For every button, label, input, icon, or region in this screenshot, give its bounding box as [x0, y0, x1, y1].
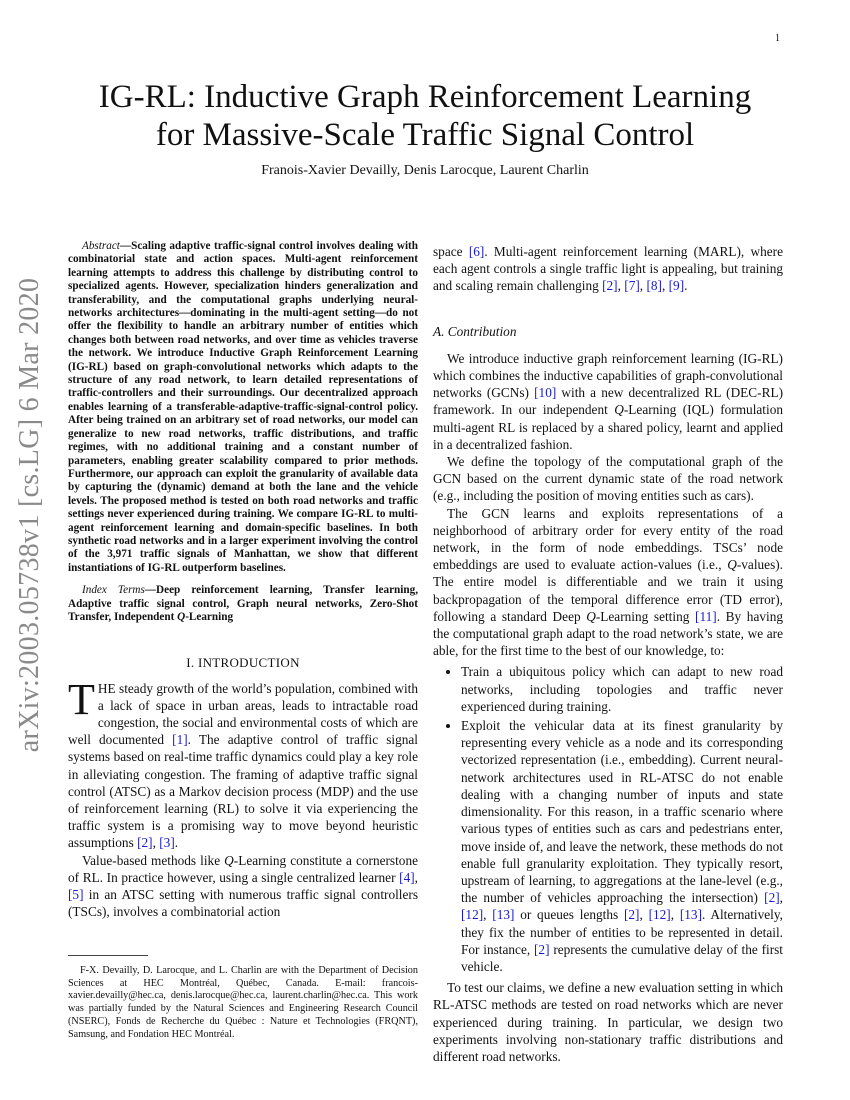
- intro-p2-text: Value-based methods like: [82, 852, 225, 868]
- contrib-p3-text-3: -Learning setting: [595, 608, 696, 624]
- index-terms-q: Q: [177, 610, 186, 623]
- bullet2-text: Exploit the vehicular data at its finest granularity by representing every vehicle as a node and its corresponding vectorized representation (i.e., embedding). Current neural-network architectures used in RL-ATSC do not enable dealing with a changing number of inputs and state dimensionality. For this reason, in a traffic scenario where various types of entities such as cars and pedestrians enter, move inside of, and leave the network, these methods do not enable full granularity exploitation. They typically resort, upstream of learning, to aggregations at the lane-level (e.g., the number of vehicles approaching the intersection): [461, 718, 784, 906]
- footnote-text: F-X. Devailly, D. Larocque, and L. Charlin are with the Department of Decision Sciences at HEC Montréal, Québec, Canada. E-mail: francois-xavier.devailly@hec.ca, denis.larocque@hec.ca, laurent.charlin@hec.ca. This work was partially funded by the Natural Sciences and Engineering Research Council (NSERC), Fonds de Recherche du Québec : Nature et Technologies (FRQNT), Samsung, and Fondation HEC Montréal.: [68, 965, 418, 1040]
- contrib-p1-text-3: -Learning (IQL) formulation multi-agent RL is replaced by a shared policy, learnt and applied in a decentralized fashion.: [433, 402, 783, 452]
- citation-link[interactable]: [10]: [534, 385, 557, 401]
- citation-link[interactable]: [8]: [646, 278, 662, 294]
- citation-link[interactable]: [5]: [68, 887, 84, 903]
- right-p0-text: space: [433, 244, 469, 259]
- right-column: [433, 243, 783, 1065]
- citation-link[interactable]: [13]: [679, 907, 702, 923]
- index-terms-text-end: -Learning: [185, 610, 234, 623]
- index-terms: [68, 584, 418, 624]
- intro-p2-text-3: in an ATSC setting with numerous traffic signal controllers (TSCs), involves a combinatorial action: [68, 887, 418, 920]
- bullet2-text-2: or queues lengths: [514, 907, 624, 923]
- subsection-heading-contribution: A. Contribution: [433, 323, 517, 339]
- intro-p1-text-2: . The adaptive control of traffic signal systems based on real-time traffic dynamics could play a key role in alleviating congestion. The framing of adaptive traffic signal control (ATSC) as a Markov decision process (MDP) and the use of reinforcement learning (RL) to solve it via experiencing the traffic system is a promising way to move beyond heuristic assumptions: [68, 732, 419, 851]
- bullet2-text-4: represents the cumulative delay of the first vehicle.: [461, 941, 783, 974]
- list-item: • Exploit the vehicular data at its finest granularity by representing every vehicle as a node and its corresponding vectorized representation (i.e., embedding). Current neural-network architectures used in RL-ATSC do not enable dealing with a changing number of inputs and state dimensionality. For this reason, in a traffic scenario where various types of entities such as cars and pedestrians enter, move inside of, and leave the network, these methods do not enable full granularity exploitation. They typically resort, upstream of learning, to aggregations at the lane-level (e.g., the number of vehicles approaching the intersection) [2], [12], [13] or queues lengths [2], [12], [13]. Alternatively, they fix the number of entities to be represented in detail. For instance, [2] represents the cumulative delay of the first vehicle.: [461, 717, 783, 975]
- contrib-paragraph-1: [433, 350, 783, 453]
- citation-link[interactable]: [12]: [461, 907, 484, 923]
- arxiv-stamp: [5, 277, 55, 753]
- citation-link[interactable]: [2]: [602, 278, 618, 294]
- citation-link[interactable]: [12]: [648, 907, 671, 923]
- citation-link[interactable]: [2]: [623, 907, 640, 923]
- citation-link[interactable]: [3]: [159, 835, 175, 851]
- index-terms-label: Index Terms: [82, 584, 145, 597]
- citation-link[interactable]: [11]: [695, 608, 717, 624]
- citation-link[interactable]: [9]: [668, 278, 685, 294]
- citation-link[interactable]: [2]: [534, 941, 550, 957]
- citation-link[interactable]: [4]: [399, 869, 415, 885]
- intro-p1-text: HE steady growth of the world’s population, combined with a lack of space in urban areas, leads to intractable road congestion, the social and environmental costs of which are well documented: [68, 680, 418, 748]
- abstract: [68, 240, 418, 575]
- contrib-p1-text-2: with a new decentralized RL (DEC-RL) framework. In our independent: [433, 385, 784, 418]
- contrib-p3-q2: Q: [586, 608, 596, 624]
- citation-link[interactable]: [2]: [764, 890, 780, 906]
- contrib-p1-text: We introduce inductive graph reinforcement learning (IG-RL) which combines the inductive capabilities of graph-convolutional networks (GCNs): [433, 350, 783, 401]
- intro-p2-text-2: -Learning constitute a cornerstone of RL. In practice however, using a single centralized learner: [68, 852, 418, 885]
- right-p0-text-2: . Multi-agent reinforcement learning (MARL), where each agent controls a single traffic light is appealing, but training and scaling remain challenging: [433, 244, 784, 294]
- page-number: 1: [775, 33, 780, 44]
- paper-title: [60, 78, 790, 154]
- closing-paragraph: To test our claims, we define a new evaluation setting in which RL-ATSC methods are tested on road networks which are never experienced during training. In particular, we design two experiments involving non-stationary traffic distributions and different road networks.: [433, 980, 783, 1064]
- bullet2-text-3: . Alternatively, they fix the number of entities to be represented in detail. For instance,: [461, 907, 783, 957]
- contrib-p1-q: Q: [614, 402, 624, 418]
- contrib-p3-q1: Q: [727, 557, 737, 573]
- list-item: • Train a ubiquitous policy which can adapt to new road networks, including topologies and traffic never experienced during training.: [461, 663, 783, 715]
- arxiv-stamp-text: arXiv:2003.05738v1 [cs.LG] 6 Mar 2020: [14, 277, 45, 753]
- drop-cap: T: [68, 674, 95, 724]
- abstract-text: —Scaling adaptive traffic-signal control involves dealing with combinatorial state and action spaces. Multi-agent reinforcement learning attempts to address this challenge by distributing control to specialized agents. However, specialization hinders generalization and transferability, and the computational graphs underlying neural-networks architectures—dominating in the multi-agent setting—do not offer the flexibility to handle an arbitrary number of entities which changes both between road networks, and over time as vehicles traverse the network. We introduce Inductive Graph Reinforcement Learning (IG-RL) based on graph-convolutional networks which adapts to the structure of any road network, to learn detailed representations of traffic-controllers and their surroundings. Our decentralized approach enables learning of a transferable-adaptive-traffic-signal-control policy. After being trained on an arbitrary set of road networks, our model can generalize to new road networks, traffic distributions, and traffic regimes, with no additional training and a constant number of parameters, enabling greater scalability compared to prior methods. Furthermore, our approach can exploit the granularity of available data by capturing the (dynamic) demand at both the lane and the vehicle levels. The proposed method is tested on both road networks and traffic settings never experienced during training. We compare IG-RL to multi-agent reinforcement learning and domain-specific baselines. In both synthetic road networks and in a larger experiment involving the control of the 3,971 traffic signals of Manhattan, we show that different instantiations of IG-RL outperform baselines.: [68, 240, 418, 574]
- contrib-paragraph-2: We define the topology of the computational graph of the GCN based on the current dynamic state of the road network (e.g., including the position of moving entities such as cars).: [433, 454, 783, 504]
- title-line-2: for Massive-Scale Traffic Signal Control: [155, 117, 695, 153]
- footnote: [68, 965, 418, 1041]
- citation-link[interactable]: [2]: [137, 835, 153, 851]
- footnote-rule: [68, 955, 148, 956]
- contrib-p3-text: The GCN learns and exploits representations of a neighborhood of arbitrary order for every entity of the road network, in the form of node embeddings. TSCs’ node embeddings are used to evaluate action-values (i.e.,: [433, 505, 783, 573]
- author-list: Franois-Xavier Devailly, Denis Larocque, Laurent Charlin: [261, 163, 589, 178]
- title-line-1: IG-RL: Inductive Graph Reinforcement Learning: [98, 79, 752, 115]
- intro-p2-q: Q: [224, 852, 234, 868]
- intro-paragraph-1: THE steady growth of the world’s population, combined with a lack of space in urban areas, leads to intractable road congestion, the social and environmental costs of which are well documented [1]. The adaptive control of traffic signal systems based on real-time traffic dynamics could play a key role in alleviating congestion. The framing of adaptive traffic signal control (ATSC) as a Markov decision process (MDP) and the use of reinforcement learning (RL) to solve it via experiencing the traffic system is a promising way to move beyond heuristic assumptions [2], [3].: [68, 674, 419, 851]
- contribution-list: [433, 663, 783, 975]
- section-heading-introduction: I. INTRODUCTION: [186, 655, 300, 671]
- citation-link[interactable]: [13]: [492, 907, 515, 923]
- citation-link[interactable]: [1]: [172, 732, 188, 748]
- citation-link[interactable]: [7]: [624, 278, 640, 294]
- citation-link[interactable]: [6]: [468, 244, 485, 259]
- right-paragraph-0: space [6]. Multi-agent reinforcement learning (MARL), where each agent controls a single traffic light is appealing, but training and scaling remain challenging [2], [7], [8], [9].: [433, 244, 784, 294]
- contrib-p3-text-2: -values). The entire model is differentiable and we train it using backpropagation of the temporal difference error (TD error), following a standard Deep: [433, 557, 783, 624]
- contrib-p3-text-4: . By having the computational graph adapt to the road network’s state, we are able, for the first time to the best of our knowledge, to:: [433, 608, 783, 659]
- abstract-label: Abstract: [82, 240, 120, 252]
- contrib-paragraph-3: [433, 505, 783, 660]
- index-terms-text: —Deep reinforcement learning, Transfer learning, Adaptive traffic signal control, Graph neural networks, Zero-Shot Transfer, Independent: [68, 584, 418, 623]
- left-column: [68, 240, 418, 920]
- intro-paragraph-2: Value-based methods like Q-Learning constitute a cornerstone of RL. In practice however, using a single centralized learner [4], [5] in an ATSC setting with numerous traffic signal controllers (TSCs), involves a combinatorial action: [68, 852, 418, 920]
